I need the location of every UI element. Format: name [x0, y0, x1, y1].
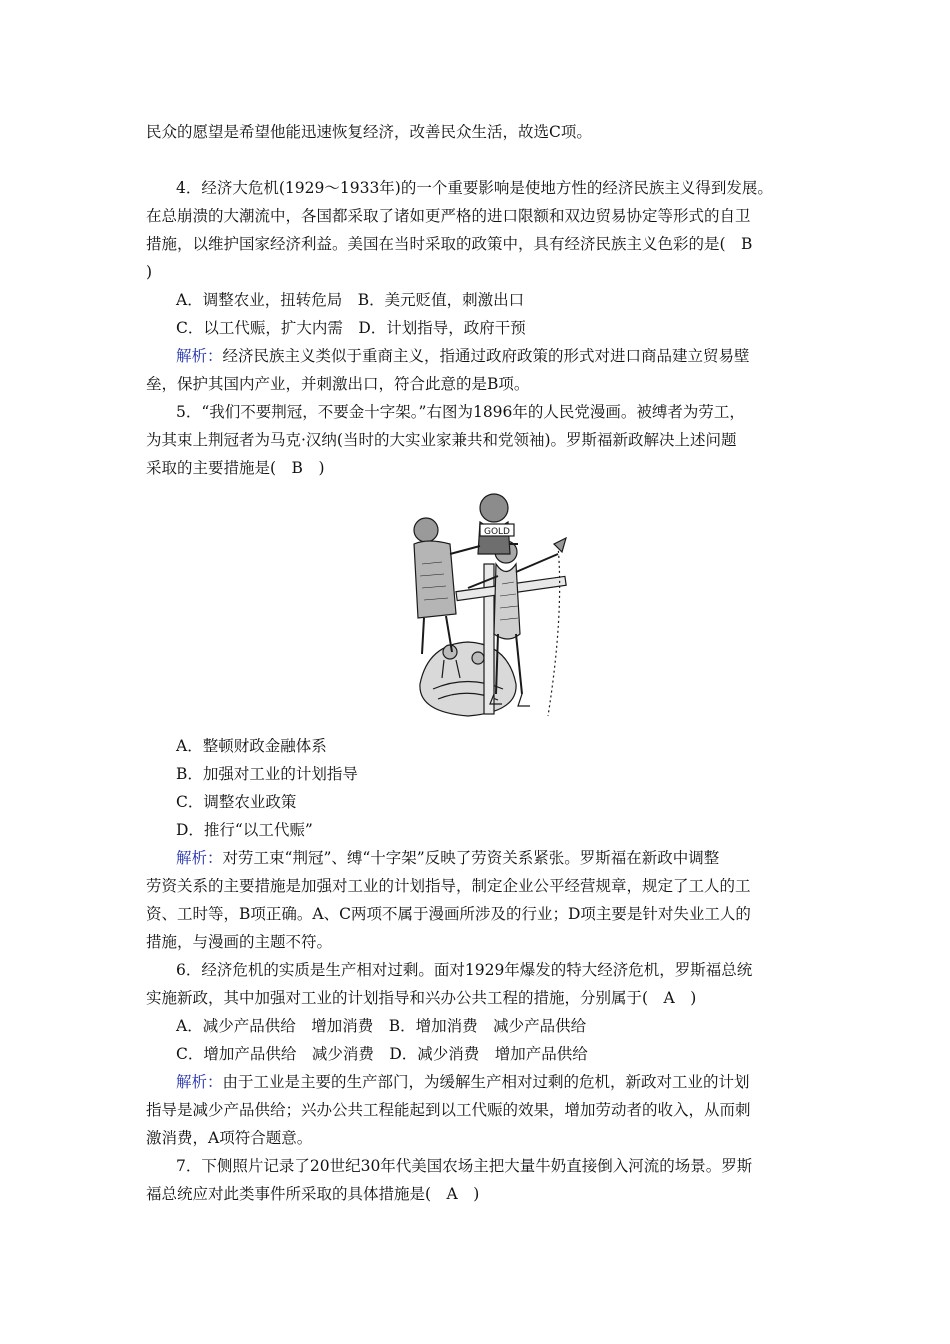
q4-options-row-2: C．以工代赈，扩大内需 D．计划指导，政府干预 [176, 319, 526, 337]
q5-option-b: B．加强对工业的计划指导 [176, 765, 358, 783]
q5-stem-line-1: 5．“我们不要荆冠，不要金十字架。”右图为1896年的人民党漫画。被缚者为劳工， [176, 403, 745, 421]
q5-analysis-line-4: 措施，与漫画的主题不符。 [146, 933, 333, 951]
q6-analysis-text: 由于工业是主要的生产部门，为缓解生产相对过剩的危机，新政对工业的计划 [222, 1073, 750, 1091]
intro-line: 民众的愿望是希望他能迅速恢复经济，改善民众生活，故选C项。 [146, 123, 592, 141]
q5-stem-line-2: 为其束上荆冠者为马克·汉纳(当时的大实业家兼共和党领袖)。罗斯福新政解决上述问题 [146, 431, 737, 449]
q5-stem-line-3: 采取的主要措施是( B ) [146, 459, 325, 477]
q4-stem-line-4: ) [146, 263, 153, 281]
q5-analysis-line-2: 劳资关系的主要措施是加强对工业的计划指导，制定企业公平经营规章，规定了工人的工 [146, 877, 751, 895]
q4-analysis-line-1 [176, 346, 750, 366]
q6-analysis-line-2: 指导是减少产品供给；兴办公共工程能起到以工代赈的效果，增加劳动者的收入，从而刺 [146, 1101, 751, 1119]
q6-stem-line-2: 实施新政，其中加强对工业的计划指导和兴办公共工程的措施，分别属于( A ) [146, 989, 697, 1007]
q4-stem-line-2: 在总崩溃的大潮流中，各国都采取了诸如更严格的进口限额和双边贸易协定等形式的自卫 [146, 207, 751, 225]
q5-analysis-text: 对劳工束“荆冠”、缚“十字架”反映了劳资关系紧张。罗斯福在新政中调整 [222, 849, 720, 867]
q5-analysis-label: 解析： [176, 849, 223, 867]
q4-stem-line-1: 4．经济大危机(1929～1933年)的一个重要影响是使地方性的经济民族主义得到发展。 [176, 179, 773, 197]
q7-stem-line-2: 福总统应对此类事件所采取的具体措施是( A ) [146, 1185, 480, 1203]
q4-stem-line-3: 措施，以维护国家经济利益。美国在当时采取的政策中，具有经济民族主义色彩的是( B [146, 235, 753, 253]
q7-stem-line-1: 7．下侧照片记录了20世纪30年代美国农场主把大量牛奶直接倒入河流的场景。罗斯 [176, 1157, 753, 1175]
q6-analysis-line-1 [176, 1072, 750, 1092]
q6-analysis-line-3: 激消费，A项符合题意。 [146, 1129, 313, 1147]
q6-stem-line-1: 6．经济危机的实质是生产相对过剩。面对1929年爆发的特大经济危机，罗斯福总统 [176, 961, 753, 979]
political-cartoon-image [398, 484, 580, 726]
cartoon-gold-label: GOLD [483, 527, 511, 537]
q6-options-row-1: A．减少产品供给 增加消费 B．增加消费 减少产品供给 [176, 1017, 587, 1035]
q5-option-c: C．调整农业政策 [176, 793, 297, 811]
q6-options-row-2: C．增加产品供给 减少消费 D．减少消费 增加产品供给 [176, 1045, 588, 1063]
q4-options-row-1: A．调整农业，扭转危局 B．美元贬值，刺激出口 [176, 291, 525, 309]
q4-analysis-line-2: 垒，保护其国内产业，并刺激出口，符合此意的是B项。 [146, 375, 530, 393]
q5-option-d: D．推行“以工代赈” [176, 821, 313, 839]
q5-analysis-line-3: 资、工时等，B项正确。A、C两项不属于漫画所涉及的行业；D项主要是针对失业工人的 [146, 905, 751, 923]
q4-analysis-label: 解析： [176, 347, 223, 365]
q6-analysis-label: 解析： [176, 1073, 223, 1091]
q4-analysis-text: 经济民族主义类似于重商主义，指通过政府政策的形式对进口商品建立贸易壁 [222, 347, 750, 365]
q5-option-a: A．整顿财政金融体系 [176, 737, 327, 755]
q5-analysis-line-1 [176, 848, 719, 868]
